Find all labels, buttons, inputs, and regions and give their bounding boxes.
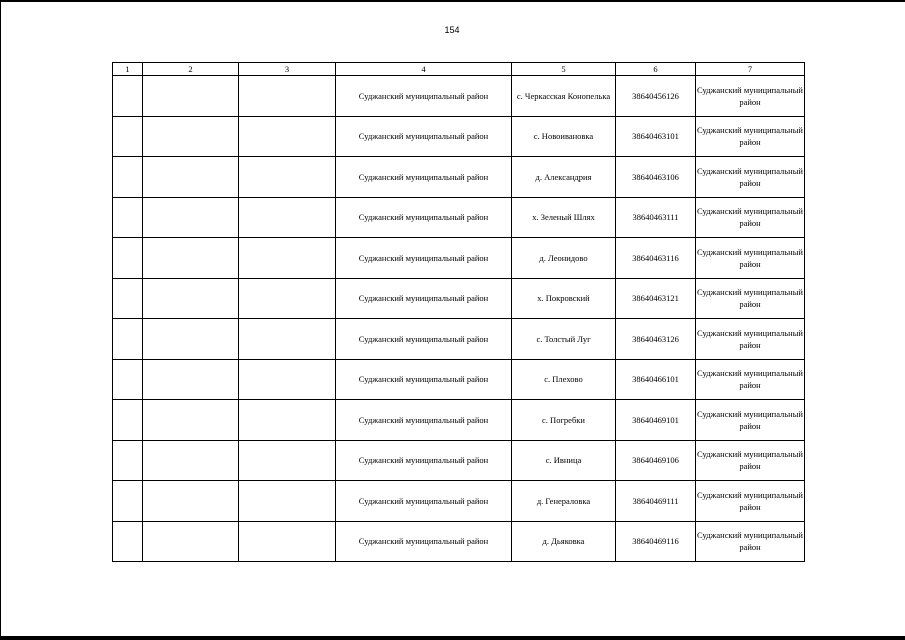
cell-col-2 [143,359,239,400]
cell-settlement: д. Леонидово [512,238,616,279]
cell-settlement: д. Генераловка [512,481,616,522]
column-header: 1 [113,63,143,76]
cell-district: Суджанский муниципальный район [336,116,512,157]
column-header: 2 [143,63,239,76]
cell-municipality: Суджанский муниципальный район [696,440,805,481]
cell-district: Суджанский муниципальный район [336,359,512,400]
cell-municipality: Суджанский муниципальный район [696,319,805,360]
cell-col-2 [143,76,239,117]
cell-municipality: Суджанский муниципальный район [696,521,805,562]
cell-col-3 [239,481,336,522]
cell-district: Суджанский муниципальный район [336,319,512,360]
cell-code: 38640456126 [616,76,696,117]
cell-col-3 [239,238,336,279]
cell-col-1 [113,278,143,319]
cell-settlement: с. Ивница [512,440,616,481]
cell-settlement: х. Покровский [512,278,616,319]
table-row [113,359,805,400]
cell-col-3 [239,197,336,238]
cell-col-3 [239,278,336,319]
table-row [113,521,805,562]
cell-code: 38640469111 [616,481,696,522]
table-row [113,197,805,238]
cell-col-3 [239,521,336,562]
cell-col-1 [113,440,143,481]
cell-code: 38640463106 [616,157,696,198]
cell-settlement: с. Черкасская Конопелька [512,76,616,117]
cell-district: Суджанский муниципальный район [336,197,512,238]
cell-district: Суджанский муниципальный район [336,238,512,279]
cell-col-3 [239,319,336,360]
column-header: 7 [696,63,805,76]
cell-settlement: с. Плехово [512,359,616,400]
page-bottom-rule [0,636,905,640]
cell-municipality: Суджанский муниципальный район [696,76,805,117]
cell-code: 38640463101 [616,116,696,157]
cell-col-2 [143,238,239,279]
cell-col-2 [143,440,239,481]
cell-col-3 [239,359,336,400]
cell-settlement: д. Александрия [512,157,616,198]
column-header: 4 [336,63,512,76]
cell-col-3 [239,400,336,441]
cell-col-1 [113,238,143,279]
cell-settlement: с. Погребки [512,400,616,441]
cell-settlement: с. Толстый Луг [512,319,616,360]
cell-col-3 [239,76,336,117]
column-header: 6 [616,63,696,76]
cell-settlement: с. Новоивановка [512,116,616,157]
cell-district: Суджанский муниципальный район [336,440,512,481]
cell-col-1 [113,116,143,157]
cell-col-1 [113,157,143,198]
cell-municipality: Суджанский муниципальный район [696,116,805,157]
cell-col-1 [113,319,143,360]
cell-settlement: х. Зеленый Шлях [512,197,616,238]
cell-district: Суджанский муниципальный район [336,481,512,522]
cell-district: Суджанский муниципальный район [336,521,512,562]
cell-col-2 [143,157,239,198]
cell-code: 38640463116 [616,238,696,279]
column-header: 3 [239,63,336,76]
table-row [113,157,805,198]
cell-col-2 [143,400,239,441]
cell-district: Суджанский муниципальный район [336,76,512,117]
cell-code: 38640463126 [616,319,696,360]
cell-code: 38640469106 [616,440,696,481]
cell-district: Суджанский муниципальный район [336,400,512,441]
table-row [113,238,805,279]
cell-code: 38640463121 [616,278,696,319]
cell-col-1 [113,76,143,117]
column-header: 5 [512,63,616,76]
table-row [113,440,805,481]
cell-col-1 [113,359,143,400]
table-row [113,116,805,157]
cell-municipality: Суджанский муниципальный район [696,278,805,319]
cell-municipality: Суджанский муниципальный район [696,238,805,279]
cell-col-2 [143,481,239,522]
cell-col-1 [113,197,143,238]
cell-municipality: Суджанский муниципальный район [696,157,805,198]
cell-col-3 [239,116,336,157]
table-header-row [113,63,805,76]
table-row [113,319,805,360]
cell-col-3 [239,440,336,481]
cell-col-2 [143,521,239,562]
table-row [113,278,805,319]
cell-col-1 [113,521,143,562]
cell-district: Суджанский муниципальный район [336,278,512,319]
cell-col-2 [143,319,239,360]
cell-code: 38640469116 [616,521,696,562]
cell-municipality: Суджанский муниципальный район [696,359,805,400]
cell-code: 38640463111 [616,197,696,238]
page-number: 154 [444,25,460,35]
table-row [113,481,805,522]
cell-district: Суджанский муниципальный район [336,157,512,198]
data-table [112,62,805,562]
cell-col-2 [143,278,239,319]
table-row [113,400,805,441]
table-row [113,76,805,117]
cell-col-2 [143,197,239,238]
cell-settlement: д. Дьяковка [512,521,616,562]
cell-municipality: Суджанский муниципальный район [696,197,805,238]
cell-code: 38640469101 [616,400,696,441]
cell-col-1 [113,481,143,522]
cell-code: 38640466101 [616,359,696,400]
cell-col-2 [143,116,239,157]
cell-municipality: Суджанский муниципальный район [696,481,805,522]
cell-col-3 [239,157,336,198]
cell-col-1 [113,400,143,441]
cell-municipality: Суджанский муниципальный район [696,400,805,441]
